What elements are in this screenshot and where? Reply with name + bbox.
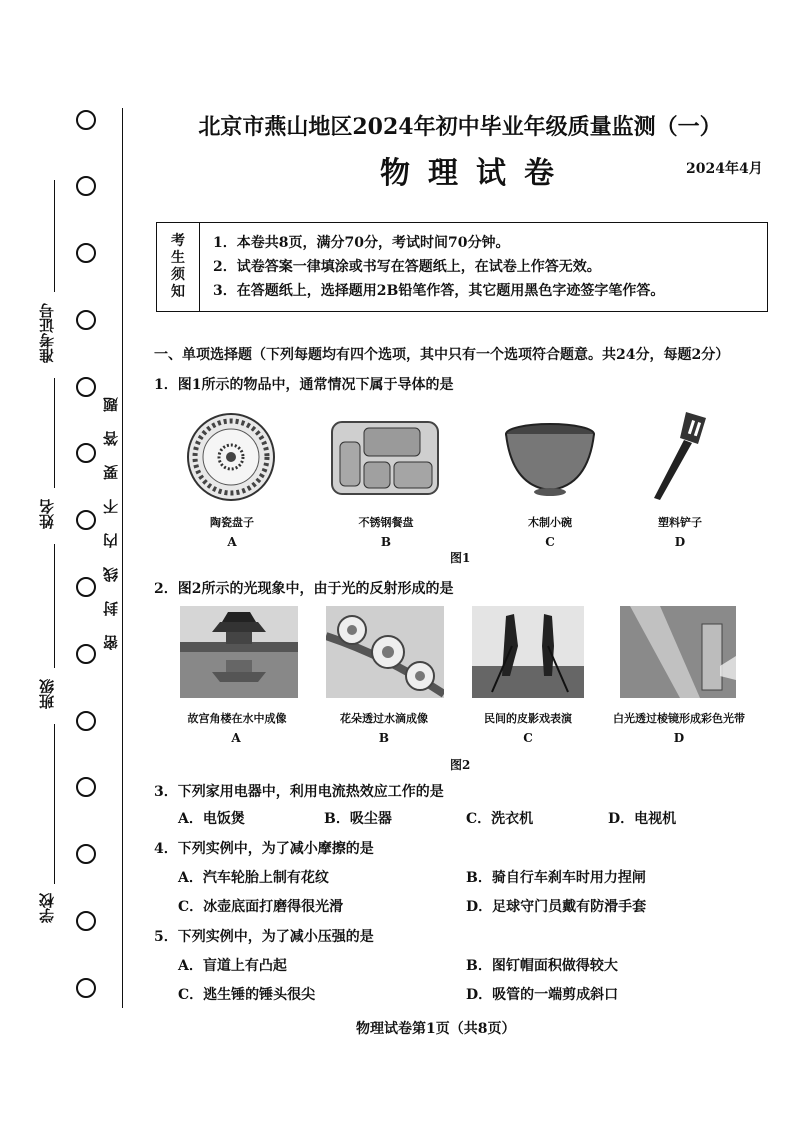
question-4-option-c: C．冰壶底面打磨得很光滑 bbox=[178, 899, 344, 915]
binding-hole bbox=[76, 978, 96, 998]
question-3-option-c: C．洗衣机 bbox=[466, 811, 534, 827]
palace-tower-reflection-image bbox=[180, 606, 298, 698]
binding-hole bbox=[76, 443, 96, 463]
option-caption: 民间的皮影戏表演 bbox=[484, 712, 572, 725]
question-3-option-a: A．电饭煲 bbox=[178, 811, 245, 827]
figure-2-label: 图2 bbox=[450, 758, 471, 772]
seal-warning: 密封线内不要答题 bbox=[102, 378, 120, 650]
binding-hole bbox=[76, 243, 96, 263]
exam-title: 北京市燕山地区2024年初中毕业年级质量监测（一） bbox=[198, 114, 722, 140]
notice-label bbox=[157, 223, 200, 311]
question-4-option-b: B．骑自行车刹车时用力捏闸 bbox=[466, 870, 646, 886]
notice-item: 1．本卷共8页，满分70分，考试时间70分钟。 bbox=[213, 235, 510, 251]
option-caption: 花朵透过水滴成像 bbox=[340, 712, 428, 725]
option-caption: 白光透过棱镜形成彩色光带 bbox=[613, 712, 745, 725]
notice-items bbox=[213, 231, 664, 303]
option-caption: 故宫角楼在水中成像 bbox=[187, 712, 287, 725]
question-5-option-b: B．图钉帽面积做得较大 bbox=[466, 958, 618, 974]
subject-title: 物理试卷 bbox=[380, 156, 572, 191]
binding-hole bbox=[76, 377, 96, 397]
question-2-stem: 2．图2所示的光现象中，由于光的反射形成的是 bbox=[154, 581, 454, 597]
class-blank bbox=[54, 544, 55, 668]
option-caption: 陶瓷盘子 bbox=[210, 516, 254, 529]
binding-hole bbox=[76, 110, 96, 130]
binding-hole bbox=[76, 310, 96, 330]
exam-date: 2024年4月 bbox=[686, 161, 763, 177]
steel-tray-image bbox=[330, 418, 440, 498]
option-letter: B bbox=[380, 535, 392, 549]
option-letter: D bbox=[674, 535, 686, 549]
question-3-option-b: B．吸尘器 bbox=[324, 811, 392, 827]
binding-hole bbox=[76, 844, 96, 864]
question-4-option-a: A．汽车轮胎上制有花纹 bbox=[178, 870, 329, 886]
notice-item: 3．在答题纸上，选择题用2B铅笔作答，其它题用黑色字迹签字笔作答。 bbox=[213, 283, 665, 299]
binding-hole bbox=[76, 777, 96, 797]
question-4-option-d: D．足球守门员戴有防滑手套 bbox=[466, 899, 647, 915]
water-drop-flower-image bbox=[326, 606, 444, 698]
wooden-bowl-image bbox=[502, 420, 598, 500]
option-letter: B bbox=[378, 731, 390, 745]
plastic-spatula-image bbox=[650, 408, 710, 504]
option-letter: C bbox=[523, 731, 533, 745]
page-footer: 物理试卷第1页（共8页） bbox=[356, 1021, 516, 1037]
ceramic-plate-image bbox=[186, 412, 276, 502]
question-3-stem: 3．下列家用电器中，利用电流热效应工作的是 bbox=[154, 784, 444, 800]
exam-id-label: 准考证号 bbox=[38, 303, 56, 363]
binding-hole bbox=[76, 176, 96, 196]
figure-1-label: 图1 bbox=[450, 551, 471, 565]
notice-label-char: 考 bbox=[171, 233, 185, 249]
notice-label-char: 知 bbox=[171, 284, 185, 300]
name-label: 姓名 bbox=[38, 499, 56, 529]
option-letter: D bbox=[673, 731, 685, 745]
binding-hole bbox=[76, 577, 96, 597]
option-caption: 不锈钢餐盘 bbox=[358, 516, 414, 529]
notice-label-char: 须 bbox=[171, 267, 185, 283]
option-letter: A bbox=[227, 535, 237, 549]
binding-hole bbox=[76, 711, 96, 731]
question-5-option-c: C．逃生锤的锤头很尖 bbox=[178, 987, 316, 1003]
school-blank bbox=[54, 724, 55, 884]
option-caption: 木制小碗 bbox=[528, 516, 572, 529]
binding-hole bbox=[76, 510, 96, 530]
question-1-stem: 1．图1所示的物品中，通常情况下属于导体的是 bbox=[154, 377, 454, 393]
option-caption: 塑料铲子 bbox=[658, 516, 702, 529]
class-label: 班级 bbox=[38, 679, 56, 709]
section-heading: 一、单项选择题（下列每题均有四个选项，其中只有一个选项符合题意。共24分，每题2分） bbox=[154, 347, 730, 363]
candidate-notice bbox=[156, 222, 768, 312]
school-label: 学校 bbox=[38, 893, 56, 923]
binding-hole bbox=[76, 644, 96, 664]
name-blank bbox=[54, 378, 55, 488]
question-5-option-a: A．盲道上有凸起 bbox=[178, 958, 287, 974]
prism-spectrum-image bbox=[620, 606, 736, 698]
question-5-stem: 5．下列实例中，为了减小压强的是 bbox=[154, 929, 374, 945]
exam-id-blank bbox=[54, 180, 55, 292]
notice-label-char: 生 bbox=[171, 250, 185, 266]
shadow-puppet-image bbox=[472, 606, 584, 698]
option-letter: A bbox=[231, 731, 241, 745]
notice-item: 2．试卷答案一律填涂或书写在答题纸上，在试卷上作答无效。 bbox=[213, 259, 601, 275]
binding-hole bbox=[76, 911, 96, 931]
question-5-option-d: D．吸管的一端剪成斜口 bbox=[466, 987, 619, 1003]
option-letter: C bbox=[545, 535, 555, 549]
question-4-stem: 4．下列实例中，为了减小摩擦的是 bbox=[154, 841, 374, 857]
question-3-option-d: D．电视机 bbox=[608, 811, 677, 827]
